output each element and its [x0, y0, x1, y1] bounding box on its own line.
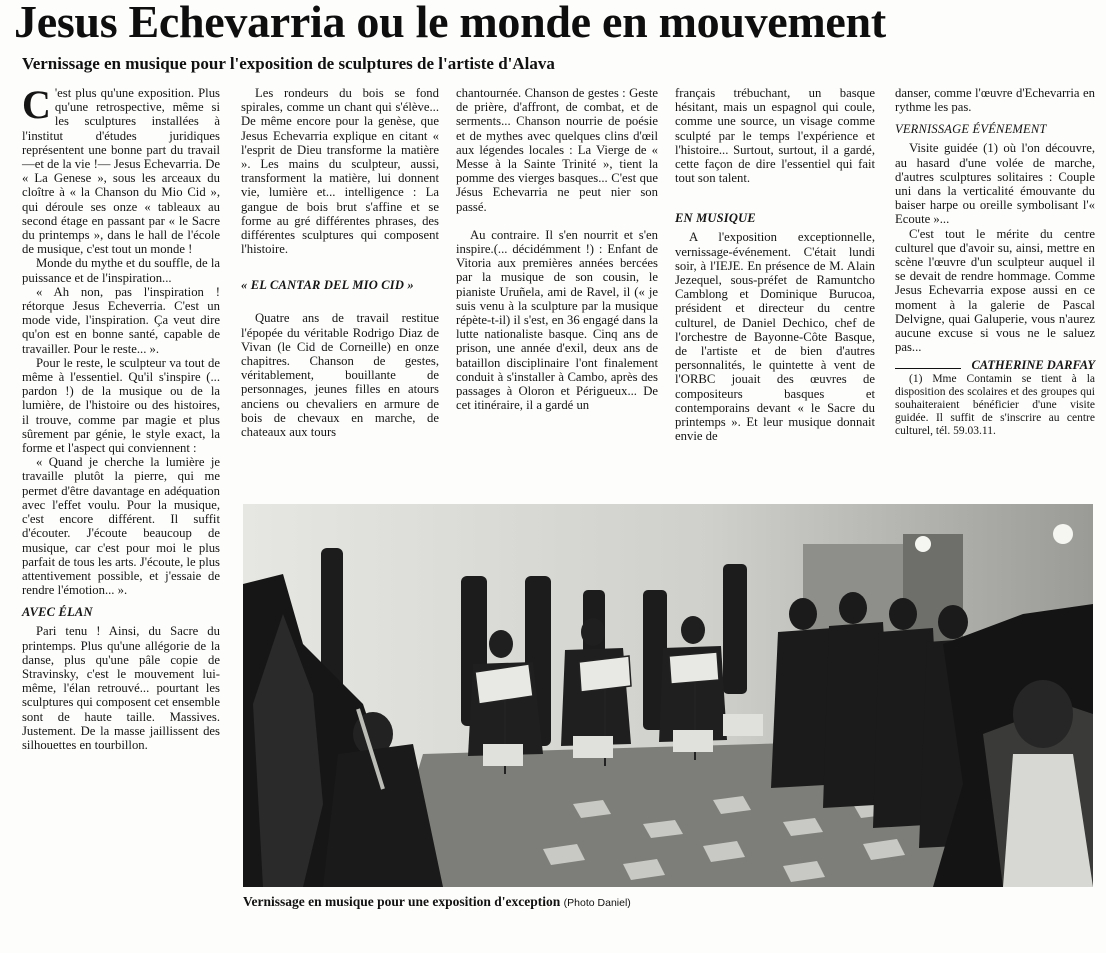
section-heading: « EL CANTAR DEL MIO CID »: [241, 278, 414, 293]
photo-caption: [243, 893, 631, 912]
paragraph: « Ah non, pas l'inspiration ! rétorque Jesus Echeverria. C'est un mode vide, l'inspiration. Ça veut dire qu'on est en bonne santé, capable de travailler. Pour le reste... ».: [22, 284, 220, 356]
column-4: [675, 86, 875, 443]
paragraph: Monde du mythe et du souffle, de la puissance et de l'inspiration...: [22, 256, 220, 285]
concert-photo: [243, 504, 1093, 887]
signature-rule: [895, 367, 961, 369]
paragraph: Pour le reste, le sculpteur va tout de même à l'essentiel. Qu'il s'inspire (... pardon !) de la musique ou de la lumière, de l'histoire ou des histoires, il trouve, comme par magie et plus sûrement par génie, le style exact, la forme et l'aspect qui conviennent :: [22, 355, 220, 456]
column-5: [895, 86, 1095, 439]
column-1: [22, 82, 221, 752]
paragraph: Les rondeurs du bois se fond spirales, comme un chant qui s'élève... De même encore pour la genèse, que Jesus Echevarria explique en citant « l'esprit de Dieu transforme la matière ». Les mains du sculpteur, aussi, transforment la matière, lui donnent vie, lumière et... intelligence : La gangue de bois brut s'affine et se forme au gré différentes phrases, des différentes sculptures qui composent l'histoire.: [241, 86, 439, 257]
paragraph: français trébuchant, un basque hésitant, mais un espagnol qui coule, comme une source, un visage comme sculpté par le temps l'expérience et l'histoire... Surtout, surtout, il a gardé, cette façon de dire l'essentiel qui fait tout son talent.: [675, 86, 875, 186]
headline: Jesus Echevarria ou le monde en mouvement: [14, 0, 886, 47]
section-heading: VERNISSAGE ÉVÉNEMENT: [895, 122, 1047, 137]
caption-text: Vernissage en musique pour une exposition d'exception: [243, 894, 561, 909]
paragraph: danser, comme l'œuvre d'Echevarria en rythme les pas.: [895, 86, 1095, 115]
paragraph: Quatre ans de travail restitue l'épopée du véritable Rodrigo Diaz de Vivan (le Cid de Corneille) en onze chapitres. Chanson de gestes, véritablement, bouillante de personnages, jeunes filles en atours anciens ou chevaliers en armure de bois de chevaux en marche, de chateaux aux tours: [241, 311, 439, 440]
column-2: [241, 86, 439, 439]
footnote: (1) Mme Contamin se tient à la disposition des scolaires et des groupes qui souhaiteraient bénéficier d'une visite guidée. Il suffit de s'inscrire au centre culturel, tél. 59.03.11.: [895, 372, 1095, 438]
paragraph: Pari tenu ! Ainsi, du Sacre du printemps. Plus qu'une allégorie de la danse, plus qu'une pâle copie de Stravinsky, c'est le mouvement lui-même, l'élan retrouvé... pourtant les sculptures qui composent cet ensemble sont de haute taille. Massives. Justement. De la masse jaillissent des silhouettes en tourbillon.: [22, 624, 221, 752]
paragraph: Visite guidée (1) où l'on découvre, au hasard d'une volée de marche, d'autres sculptures solitaires : Couple uni dans la verticalité émouvante du baiser harpe ou oreille symbolisant l'« Ecoute »...: [895, 141, 1095, 227]
paragraph: chantournée. Chanson de gestes : Geste de prière, d'affront, de combat, et de serments... Chanson nourrie de poésie et de mythes avec quelques clins d'œil aux légendes locales : La Vierge de « Messe à la Sainte Trinité », tient la pomme des vierges basques... C'est que Jésus Echevarria ne peut nier son passé.: [456, 86, 658, 214]
section-heading: AVEC ÉLAN: [22, 605, 93, 620]
paragraph-text: 'est plus qu'une exposition. Plus qu'une retrospective, même si les sculptures installées à l'institut d'études juridiques représentent une bonne part du travail —et de la vie !— Jesus Echevarria. De « La Genese », sous les arceaux du cloître à « la Chanson du Mio Cid », qui déroule ses onze « tableaux au second étage en passant par « le Sacre du printemps », dans le hall de l'école de musique, c'est tout un monde !: [22, 86, 220, 257]
paragraph: A l'exposition exceptionnelle, vernissage-événement. C'était lundi soir, à l'IEJE. En présence de M. Alain Jezequel, sous-préfet de Ramuntcho Camblong et Dominique Burucoa, président et directeur du centre culturel, de Daniel Dechico, chef de l'orchestre de Bayonne-Côte Basque, de l'artiste et de bien d'autres personnalités, le quintette à vent de l'ORBC jouait des œuvres de compositeurs basques et contemporains devant « le Sacre du printemps ». Et leur musique donnait envie de: [675, 230, 875, 444]
section-heading: EN MUSIQUE: [675, 211, 756, 226]
photo-credit: (Photo Daniel): [563, 897, 631, 909]
paragraph: « Quand je cherche la lumière je travaille plutôt la pierre, qui me permet d'être davantage en adéquation avec l'effet voulu. Pour la musique, c'est encore différent. Il suffit d'écouter. J'écoute beaucoup de musique, car c'est pour moi le plus parfait de tous les arts. J'écoute, le plus attentivement possible, et j'essaie de rendre l'émotion... ».: [22, 455, 220, 598]
column-3: [456, 86, 658, 412]
drop-cap: C: [22, 82, 51, 127]
paragraph: [22, 82, 220, 257]
signature: [895, 358, 1095, 372]
paragraph: Au contraire. Il s'en nourrit et s'en inspire.(... décidémment !) : Enfant de Vitoria aux premières années bercées par la musique de son cousin, le pianiste Uruñela, ami de Ravel, il (« je suis venu à la sculpture par la musique répète-t-il) il s'est, en 36 engagé dans la lutte nationaliste basque. Cinq ans de prison, une année d'exil, deux ans de bataillon disciplinaire l'ont finalement conduit à s'installer à Cambo, après des passages à Oloron et Périgueux... De cet itinéraire, il a gardé un: [456, 227, 658, 413]
subheadline: Vernissage en musique pour l'exposition de sculptures de l'artiste d'Alava: [22, 54, 555, 73]
paragraph: C'est tout le mérite du centre culturel que d'avoir su, ainsi, mettre en scène l'œuvre d'un sculpteur auquel il se devait de rendre hommage. Comme Jesus Echevarria expose aussi en ce moment à la galerie de Pascal Delvigne, quai Galuperie, vous n'aurez aucune excuse si vous ne le saluez pas...: [895, 226, 1095, 355]
concert-photo-illustration: [243, 504, 1093, 887]
author-name: CATHERINE DARFAY: [971, 358, 1095, 373]
